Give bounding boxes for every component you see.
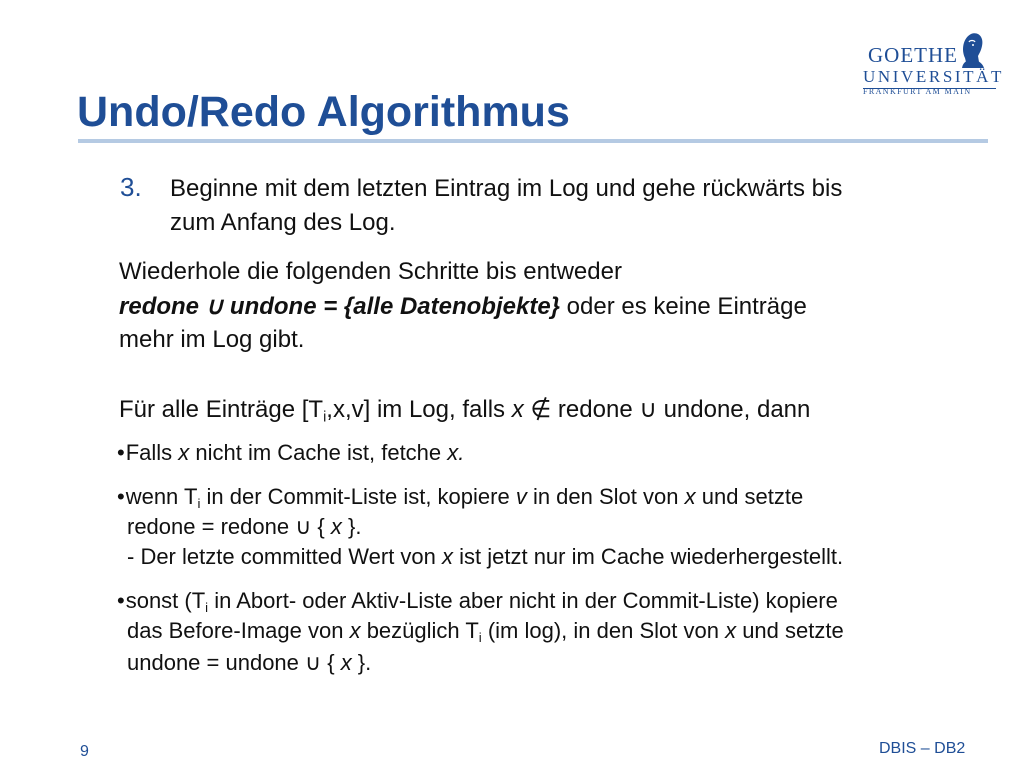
bullet-3-l2-c: (im log), in den Slot von — [481, 618, 726, 643]
bullet-3-l3-b: }. — [351, 650, 372, 675]
bullet-3-l2-b: bezüglich T — [360, 618, 479, 643]
bullet-3-l2-x: x — [349, 618, 361, 643]
bullet-2-l3-a: - Der letzte committed Wert von — [127, 544, 443, 569]
bullet-1-a: Falls — [125, 440, 179, 465]
for-all-x: x — [511, 396, 524, 423]
bullet-3-line-2 — [127, 618, 844, 645]
repeat-condition: redone ∪ undone = {alle Datenobjekte} — [119, 293, 560, 320]
for-all-pre: Für alle Einträge [T — [119, 396, 324, 423]
repeat-line-1: Wiederhole die folgenden Schritte bis entweder — [119, 258, 622, 285]
step-number: 3. — [120, 172, 142, 202]
course-label: DBIS – DB2 — [879, 740, 966, 757]
bullet-3-l2-a: das Before-Image von — [127, 618, 350, 643]
repeat-line-3: mehr im Log gibt. — [119, 326, 305, 353]
bullet-1-d: x. — [447, 440, 465, 465]
bullet-3-l2-d: und setzte — [736, 618, 844, 643]
logo-goethe: GOETHE — [868, 43, 958, 67]
bullet-3 — [117, 588, 838, 615]
for-all-sub: i — [323, 409, 327, 426]
page-number: 9 — [80, 743, 89, 760]
bullet-2-c: in den Slot von — [526, 484, 685, 509]
bullet-2-l2-b: }. — [341, 514, 362, 539]
bullet-2-a: wenn T — [125, 484, 198, 509]
bullet-2-d: und setzte — [695, 484, 804, 509]
step-line-1: Beginne mit dem letzten Eintrag im Log und gehe rückwärts bis — [170, 175, 843, 202]
bullet-3-b: in Abort- oder Aktiv-Liste aber nicht in der Commit-Liste) kopiere — [208, 588, 838, 613]
bullet-2-sub: i — [197, 495, 201, 511]
step-line-2: zum Anfang des Log. — [170, 209, 396, 236]
logo-frankfurt: FRANKFURT AM MAIN — [863, 87, 972, 96]
bullet-marker: • — [117, 440, 125, 465]
bullet-1-c: nicht im Cache ist, fetche — [189, 440, 448, 465]
slide-title: Undo/Redo Algorithmus — [77, 88, 570, 136]
bullet-marker: • — [117, 484, 125, 509]
bullet-1 — [117, 440, 464, 466]
bullet-2-line-2 — [127, 514, 361, 540]
for-all-mid: ,x,v] im Log, falls — [326, 396, 512, 423]
bullet-3-l3-a: undone = undone ∪ { — [127, 650, 341, 675]
for-all-rest: ∉ redone ∪ undone, dann — [523, 396, 811, 423]
bullet-marker: • — [117, 588, 125, 613]
bullet-2-l2-a: redone = redone ∪ { — [127, 514, 331, 539]
bullet-1-b: x — [178, 440, 190, 465]
repeat-line-2-rest: oder es keine Einträge — [560, 293, 807, 320]
bullet-3-l2-x2: x — [725, 618, 737, 643]
bullet-3-a: sonst (T — [125, 588, 206, 613]
bullet-2-line-3 — [127, 544, 843, 570]
bullet-2-l3-b: ist jetzt nur im Cache wiederhergestellt. — [453, 544, 844, 569]
bullet-2-v: v — [515, 484, 527, 509]
repeat-line-2 — [119, 292, 807, 321]
bullet-2-b: in der Commit-Liste ist, kopiere — [200, 484, 516, 509]
for-all-line — [119, 395, 810, 425]
bullet-2-l2-x: x — [330, 514, 342, 539]
bullet-3-sub: i — [205, 599, 209, 615]
bullet-3-l3-x: x — [340, 650, 352, 675]
logo-universitaet: UNIVERSITÄT — [863, 67, 1004, 86]
bullet-2 — [117, 484, 803, 511]
bullet-3-line-3 — [127, 650, 371, 676]
bullet-2-x: x — [684, 484, 696, 509]
bullet-3-l2-sub: i — [478, 629, 482, 645]
bullet-2-l3-x: x — [442, 544, 454, 569]
